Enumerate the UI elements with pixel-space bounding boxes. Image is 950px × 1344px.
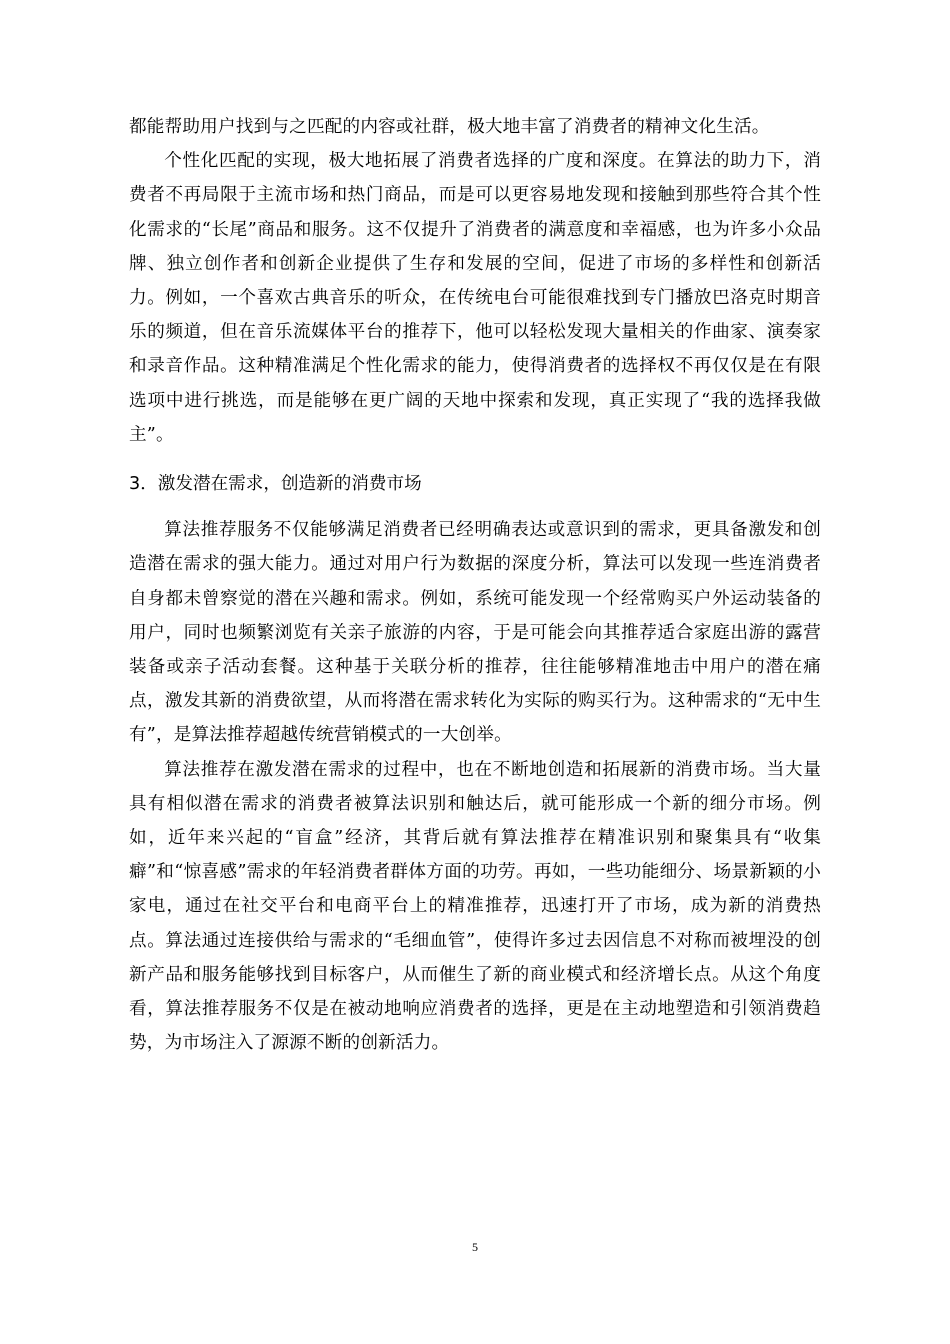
section-heading: 3．激发潜在需求，创造新的消费市场 <box>129 474 422 495</box>
paragraph-personalized-matching: 个性化匹配的实现，极大地拓展了消费者选择的广度和深度。在算法的助力下，消费者不再局限于主流市场和热门商品，而是可以更容易地发现和接触到那些符合其个性化需求的“长尾”商品和服务。这不仅提升了消费者的满意度和幸福感，也为许多小众品牌、独立创作者和创新企业提供了生存和发展的空间，促进了市场的多样性和创新活力。例如，一个喜欢古典音乐的听众，在传统电台可能很难找到专门播放巴洛克时期音乐的频道，但在音乐流媒体平台的推荐下，他可以轻松发现大量相关的作曲家、演奏家和录音作品。这种精准满足个性化需求的能力，使得消费者的选择权不再仅仅是在有限选项中进行挑选，而是能够在更广阔的天地中探索和发现，真正实现了“我的选择我做主”。 <box>129 151 821 445</box>
paragraph-continuation: 都能帮助用户找到与之匹配的内容或社群，极大地丰富了消费者的精神文化生活。 <box>129 117 770 137</box>
paragraph-latent-demand: 算法推荐服务不仅能够满足消费者已经明确表达或意识到的需求，更具备激发和创造潜在需求的强大能力。通过对用户行为数据的深度分析，算法可以发现一些连消费者自身都未曾察觉的潜在兴趣和需求。例如，系统可能发现一个经常购买户外运动装备的用户，同时也频繁浏览有关亲子旅游的内容，于是可能会向其推荐适合家庭出游的露营装备或亲子活动套餐。这种基于关联分析的推荐，往往能够精准地击中用户的潜在痛点，激发其新的消费欲望，从而将潜在需求转化为实际的购买行为。这种需求的“无中生有”，是算法推荐超越传统营销模式的一大创举。 <box>129 520 821 746</box>
page-number: 5 <box>472 1240 478 1254</box>
paragraph-new-markets: 算法推荐在激发潜在需求的过程中，也在不断地创造和拓展新的消费市场。当大量具有相似潜在需求的消费者被算法识别和触达后，就可能形成一个新的细分市场。例如，近年来兴起的“盲盒”经济，其背后就有算法推荐在精准识别和聚集具有“收集癖”和“惊喜感”需求的年轻消费者群体方面的功劳。再如，一些功能细分、场景新颖的小家电，通过在社交平台和电商平台上的精准推荐，迅速打开了市场，成为新的消费热点。算法通过连接供给与需求的“毛细血管”，使得许多过去因信息不对称而被埋没的创新产品和服务能够找到目标客户，从而催生了新的商业模式和经济增长点。从这个角度看，算法推荐服务不仅是在被动地响应消费者的选择，更是在主动地塑造和引领消费趋势，为市场注入了源源不断的创新活力。 <box>129 759 821 1054</box>
page-body <box>129 110 821 1060</box>
